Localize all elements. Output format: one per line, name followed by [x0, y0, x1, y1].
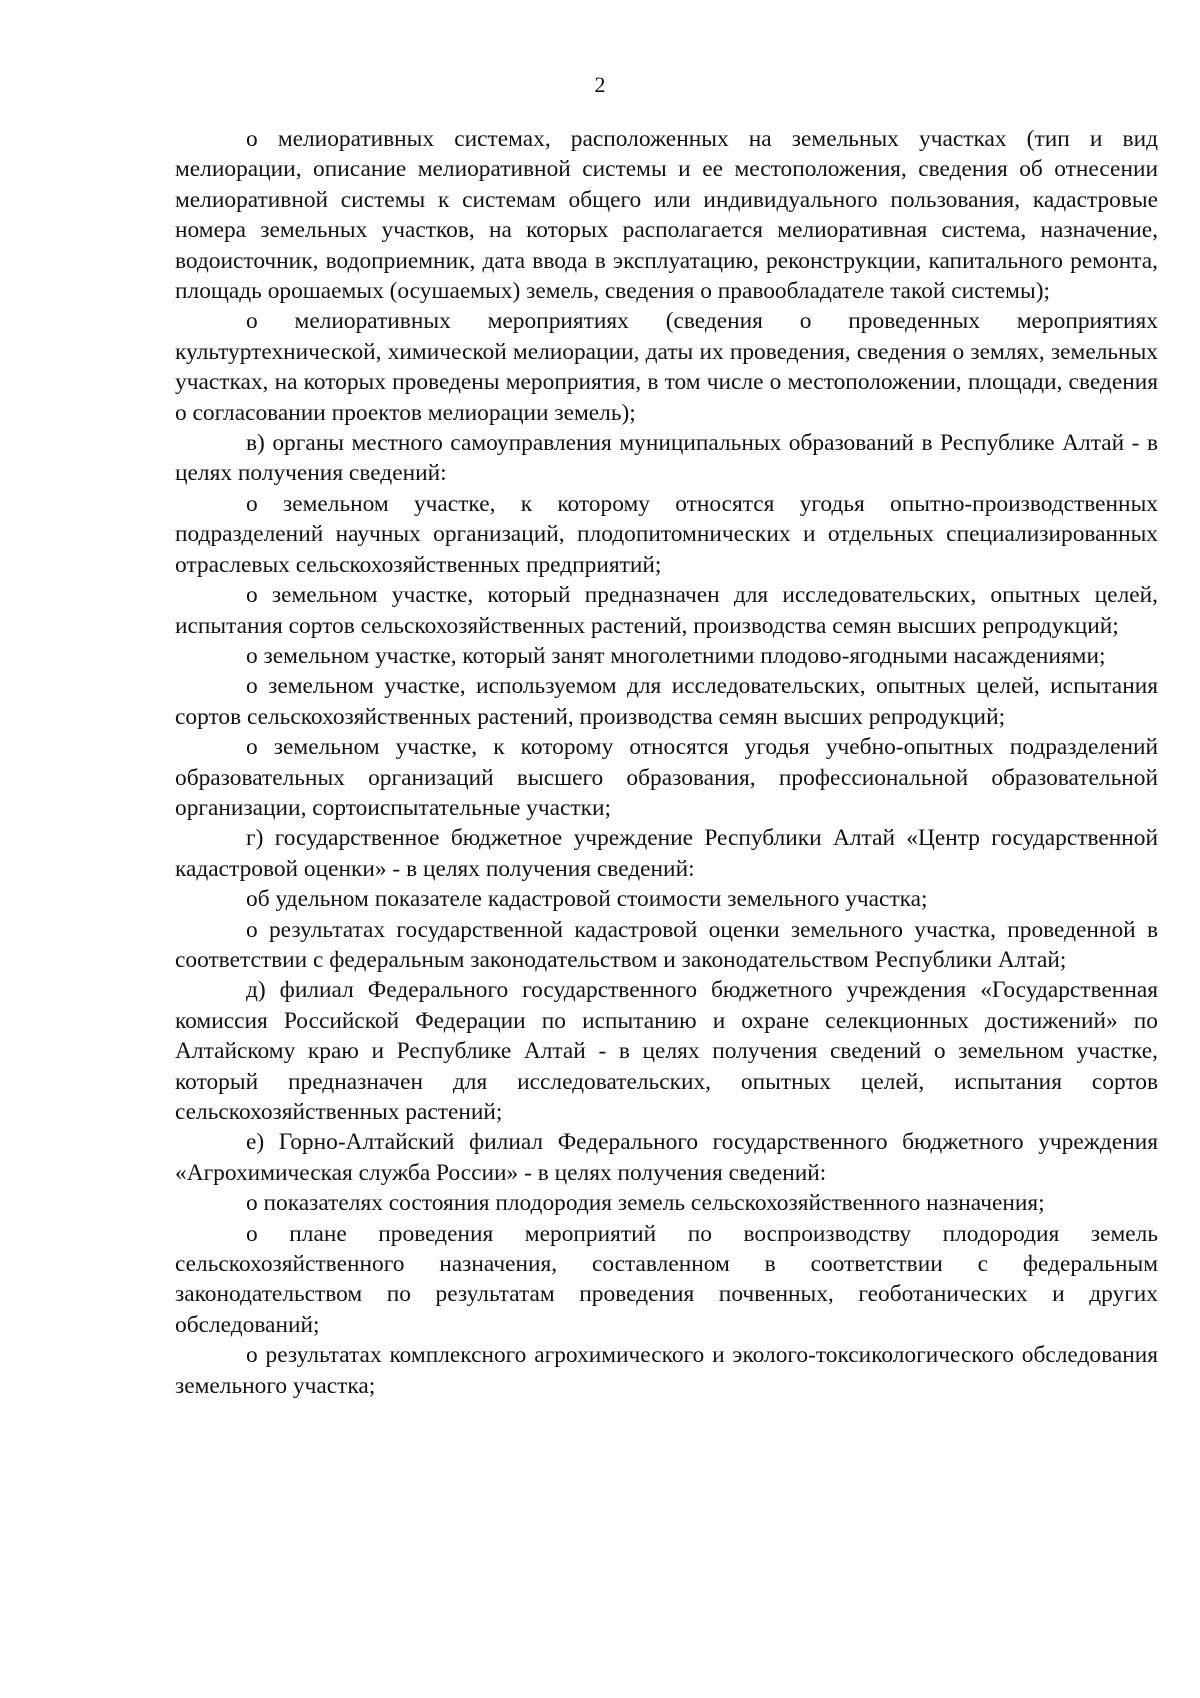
document-body	[175, 124, 1158, 1401]
paragraph-melioration-measures: о мелиоративных мероприятиях (сведения о проведенных мероприятиях культуртехнической, химической мелиорации, даты их проведения, сведения о землях, земельных участках, на которых проведены мероприятия, в том числе о местоположении, площади, сведения о согласовании проектов мелиорации земель);	[175, 308, 1158, 426]
paragraph-agrochemical-survey-results: о результатах комплексного агрохимического и эколого-токсикологического обследования земельного участка;	[175, 1342, 1158, 1399]
paragraph-perennial-plantings: о земельном участке, который занят многолетними плодово-ягодными насаждениями;	[246, 642, 1106, 669]
paragraph-fertility-plan: о плане проведения мероприятий по воспроизводству плодородия земель сельскохозяйственного назначения, составленном в соответствии с федеральным законодательством по результатам проведения почвенных, геоботанических и других обследований;	[175, 1220, 1158, 1338]
paragraph-item-d-state-commission: д) филиал Федерального государственного бюджетного учреждения «Государственная комиссия Российской Федерации по испытанию и охране селекционных достижений» по Алтайскому краю и Республике Алтай - в целях получения сведений о земельном участке, который предназначен для исследовательских, опытных целей, испытания сортов сельскохозяйственных растений;	[175, 977, 1158, 1125]
paragraph-specific-cadastral-value: об удельном показателе кадастровой стоимости земельного участка;	[246, 886, 928, 913]
paragraph-fertility-indicators: о показателях состояния плодородия земель сельскохозяйственного назначения;	[246, 1190, 1045, 1217]
paragraph-melioration-systems: о мелиоративных системах, расположенных на земельных участках (тип и вид мелиорации, описание мелиоративной системы и ее местоположения, сведения об отнесении мелиоративной системы к системам общего или индивидуального пользования, кадастровые номера земельных участков, на которых располагается мелиоративная система, назначение, водоисточник, водоприемник, дата ввода в эксплуатацию, реконструкции, капитального ремонта, площадь орошаемых (осушаемых) земель, сведения о правообладателе такой системы);	[175, 126, 1158, 305]
paragraph-item-g-cadastral-center: г) государственное бюджетное учреждение Республики Алтай «Центр государственной кадастровой оценки» - в целях получения сведений:	[175, 825, 1158, 882]
page-number: 2	[594, 72, 606, 97]
paragraph-research-plot-use: о земельном участке, используемом для исследовательских, опытных целей, испытания сортов сельскохозяйственных растений, производства семян высших репродукций;	[175, 673, 1158, 730]
paragraph-cadastral-valuation-results: о результатах государственной кадастровой оценки земельного участка, проведенной в соответствии с федеральным законодательством и законодательством Республики Алтай;	[175, 916, 1158, 973]
paragraph-research-plot-purpose: о земельном участке, который предназначен для исследовательских, опытных целей, испытания сортов сельскохозяйственных растений, производства семян высших репродукций;	[175, 582, 1158, 639]
paragraph-experimental-production-plot: о земельном участке, к которому относятся угодья опытно-производственных подразделений научных организаций, плодопитомнических и отдельных специализированных отраслевых сельскохозяйственных предприятий;	[175, 490, 1158, 578]
paragraph-item-v-local-governments: в) органы местного самоуправления муниципальных образований в Республике Алтай - в целях получения сведений:	[175, 430, 1158, 487]
paragraph-item-e-agrochemical-service: е) Горно-Алтайский филиал Федерального государственного бюджетного учреждения «Агрохимическая служба России» - в целях получения сведений:	[175, 1129, 1158, 1186]
paragraph-educational-plot: о земельном участке, к которому относятся угодья учебно-опытных подразделений образовательных организаций высшего образования, профессиональной образовательной организации, сортоиспытательные участки;	[175, 734, 1158, 821]
